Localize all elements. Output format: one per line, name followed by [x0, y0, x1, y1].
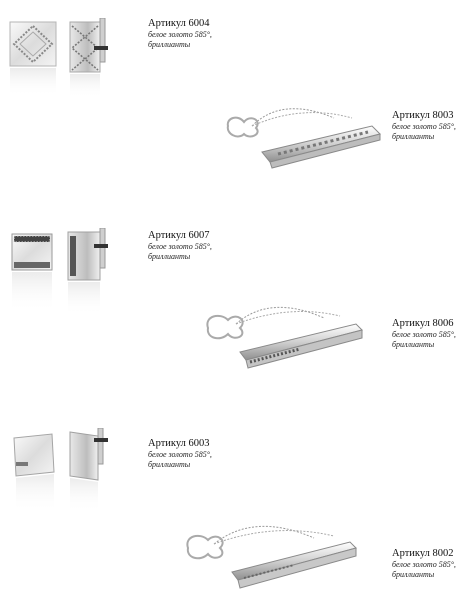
- stones-text: бриллианты: [392, 340, 435, 349]
- material-text: белое золото 585°,: [392, 122, 456, 131]
- tie-clip-8006-image: [200, 298, 370, 378]
- material-text: белое золото 585°,: [148, 450, 212, 459]
- product-8002-caption: [392, 548, 456, 580]
- article-number: Артикул 8002: [392, 548, 454, 559]
- stones-text: бриллианты: [392, 570, 435, 579]
- article-number: Артикул 6004: [148, 18, 210, 29]
- tie-clip-8002-image: [184, 516, 364, 598]
- stones-text: бриллианты: [148, 40, 191, 49]
- material-text: белое золото 585°,: [392, 330, 456, 339]
- product-8006-caption: [392, 318, 456, 350]
- stones-text: бриллианты: [148, 252, 191, 261]
- article-number: Артикул 8003: [392, 110, 454, 121]
- article-number: Артикул 8006: [392, 318, 454, 329]
- material-text: белое золото 585°,: [148, 30, 212, 39]
- material-text: белое золото 585°,: [392, 560, 456, 569]
- cufflinks-6004-image: [8, 18, 108, 100]
- stones-text: бриллианты: [148, 460, 191, 469]
- product-6007-caption: [148, 230, 212, 262]
- product-6004-caption: [148, 18, 212, 50]
- article-number: Артикул 6003: [148, 438, 210, 449]
- stones-text: бриллианты: [392, 132, 435, 141]
- material-text: белое золото 585°,: [148, 242, 212, 251]
- cufflinks-6003-image: [8, 428, 108, 514]
- article-number: Артикул 6007: [148, 230, 210, 241]
- product-6003-caption: [148, 438, 212, 470]
- product-8003-caption: [392, 110, 456, 142]
- tie-clip-8003-image: [222, 100, 387, 180]
- cufflinks-6007-image: [8, 228, 108, 320]
